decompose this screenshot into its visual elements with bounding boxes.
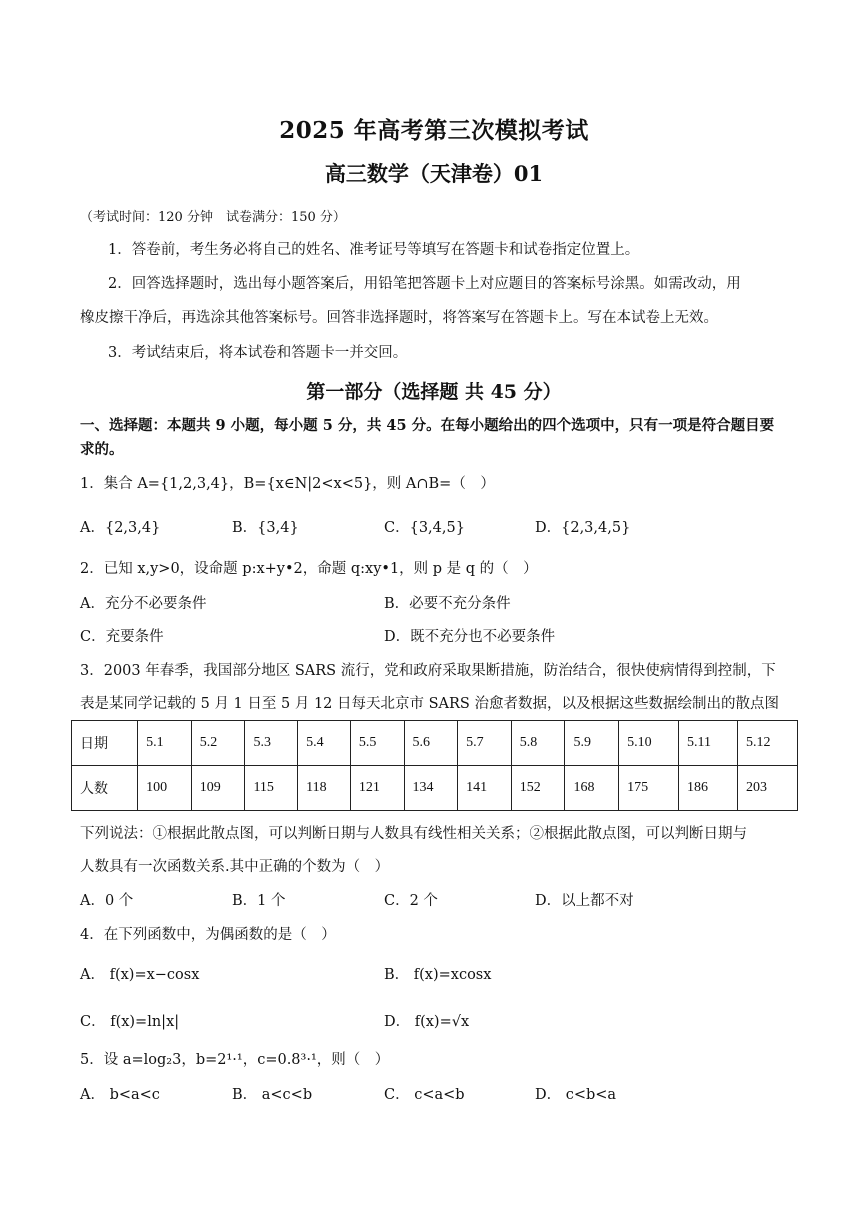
question-3-option-d: D．以上都不对	[535, 893, 634, 909]
question-1-option-d: D．{2,3,4,5}	[535, 520, 631, 536]
section-intro-line2: 求的。	[80, 441, 124, 458]
question-5-option-a: A． b<a<c	[80, 1087, 160, 1103]
question-5-option-c: C． c<a<b	[384, 1087, 465, 1103]
instruction-3: 3．考试结束后，将本试卷和答题卡一并交回。	[108, 345, 408, 361]
table-cell-label: 人数	[72, 766, 138, 811]
table-cell: 152	[511, 766, 565, 811]
table-cell: 141	[458, 766, 512, 811]
exam-title: 2025 年高考第三次模拟考试	[279, 117, 589, 144]
instruction-2b: 橡皮擦干净后，再选涂其他答案标号。回答非选择题时，将答案写在答题卡上。写在本试卷上无效。	[80, 310, 718, 326]
question-5-option-b: B． a<c<b	[232, 1087, 313, 1103]
table-row-counts	[72, 766, 798, 811]
question-1-stem: 1．集合 A={1,2,3,4}，B={x∈N|2<x<5}，则 A∩B=（ ）	[80, 476, 495, 492]
question-5-stem: 5．设 a=log₂3，b=2¹·¹，c=0.8³·¹，则（ ）	[80, 1052, 390, 1068]
table-cell: 5.7	[458, 721, 512, 766]
table-cell: 134	[404, 766, 458, 811]
question-3-stem-line1: 3．2003 年春季，我国部分地区 SARS 流行，党和政府采取果断措施，防治结合，很快使病情得到控制，下	[80, 663, 776, 679]
question-2-option-c: C．充要条件	[80, 629, 164, 645]
table-cell: 203	[737, 766, 797, 811]
sars-data-table	[71, 720, 798, 811]
table-cell-label: 日期	[72, 721, 138, 766]
question-1-option-c: C．{3,4,5}	[384, 520, 465, 536]
table-cell: 100	[138, 766, 192, 811]
table-cell: 109	[191, 766, 245, 811]
section-intro-line1: 一、选择题：本题共 9 小题，每小题 5 分，共 45 分。在每小题给出的四个选项中，只有一项是符合题目要	[80, 417, 775, 434]
question-4-option-b: B． f(x)=xcosx	[384, 967, 492, 983]
table-cell: 5.8	[511, 721, 565, 766]
question-4-option-a: A． f(x)=x−cosx	[80, 967, 200, 983]
table-cell: 5.4	[298, 721, 351, 766]
question-2-option-b: B．必要不充分条件	[384, 596, 511, 612]
question-2-stem: 2．已知 x,y>0，设命题 p:x+y•2，命题 q:xy•1，则 p 是 q 的（ ）	[80, 561, 538, 577]
question-4-stem: 4．在下列函数中，为偶函数的是（ ）	[80, 927, 336, 943]
instruction-2a: 2．回答选择题时，选出每小题答案后，用铅笔把答题卡上对应题目的答案标号涂黑。如需改动，用	[108, 276, 741, 292]
instruction-1: 1．答卷前，考生务必将自己的姓名、准考证号等填写在答题卡和试卷指定位置上。	[108, 242, 640, 258]
exam-info: （考试时间：120 分钟 试卷满分：150 分）	[80, 210, 346, 225]
question-2-option-d: D．既不充分也不必要条件	[384, 629, 556, 645]
question-2-option-a: A．充分不必要条件	[80, 596, 207, 612]
table-cell: 5.12	[737, 721, 797, 766]
exam-subtitle: 高三数学（天津卷）01	[324, 161, 544, 186]
table-cell: 5.3	[245, 721, 298, 766]
table-cell: 5.1	[138, 721, 192, 766]
question-4-option-d: D． f(x)=√x	[384, 1014, 470, 1030]
question-3-statement-line2: 人数具有一次函数关系.其中正确的个数为（ ）	[80, 859, 390, 875]
question-3-stem-line2: 表是某同学记载的 5 月 1 日至 5 月 12 日每天北京市 SARS 治愈者数据，以及根据这些数据绘制出的散点图	[80, 696, 779, 712]
table-cell: 115	[245, 766, 298, 811]
table-row-dates	[72, 721, 798, 766]
table-cell: 168	[565, 766, 619, 811]
question-4-option-c: C． f(x)=ln|x|	[80, 1014, 180, 1030]
table-cell: 5.2	[191, 721, 245, 766]
table-cell: 5.6	[404, 721, 458, 766]
question-3-option-a: A．0 个	[80, 893, 134, 909]
section-title: 第一部分（选择题 共 45 分）	[306, 381, 562, 403]
question-1-option-b: B．{3,4}	[232, 520, 299, 536]
question-3-option-b: B．1 个	[232, 893, 286, 909]
question-3-option-c: C．2 个	[384, 893, 438, 909]
table-cell: 5.9	[565, 721, 619, 766]
question-1-option-a: A．{2,3,4}	[80, 520, 161, 536]
table-cell: 118	[298, 766, 351, 811]
question-5-option-d: D． c<b<a	[535, 1087, 617, 1103]
table-cell: 5.11	[678, 721, 737, 766]
question-3-statement-line1: 下列说法：①根据此散点图，可以判断日期与人数具有线性相关关系；②根据此散点图，可以判断日期与	[80, 826, 747, 842]
table-cell: 5.5	[350, 721, 404, 766]
table-cell: 5.10	[619, 721, 679, 766]
table-cell: 175	[619, 766, 679, 811]
table-cell: 121	[350, 766, 404, 811]
table-cell: 186	[678, 766, 737, 811]
